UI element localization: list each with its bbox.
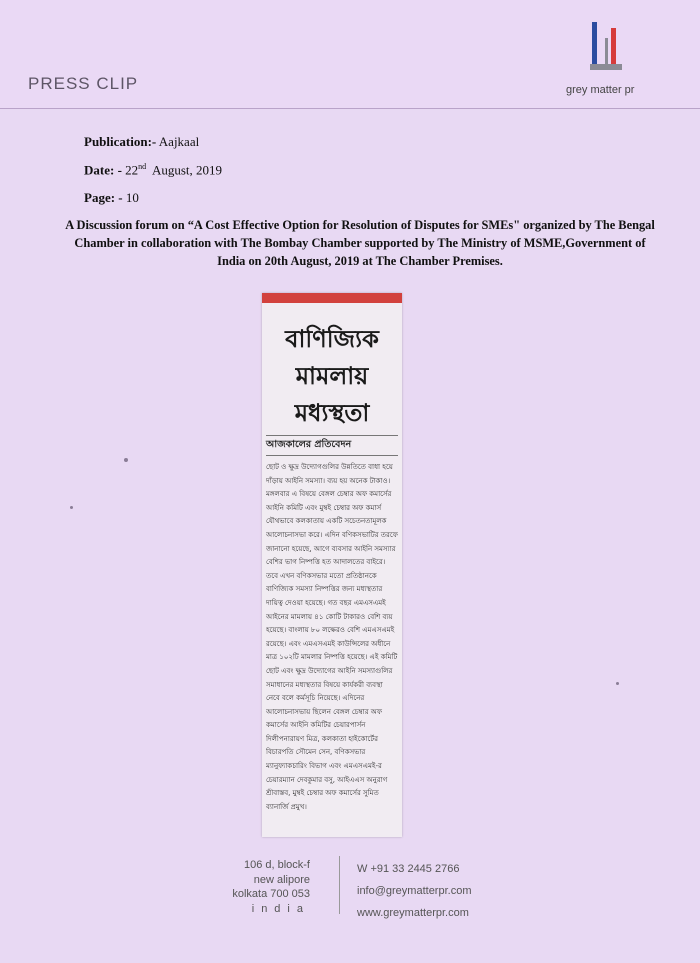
logo-red-bar: [611, 28, 616, 64]
publication-label: Publication:-: [84, 134, 157, 149]
page-label: Page: -: [84, 190, 123, 205]
logo-grey-stem: [605, 38, 608, 64]
clipping-headline: [262, 321, 402, 432]
address-line-1: 106 d, block-f: [243, 859, 310, 871]
clipping-body: ছোট ও ক্ষুদ্র উদ্যোগগুলির উন্নতিতে বাধা হয়ে দাঁড়ায় আইনি সমস্যা। ব্যয় হয় অনেক টাকাও। মঙ্গলবার এ বিষয়ে বেঙ্গল চেম্বার অফ কমার্সের আইনি কমিটি এবং মুম্বই চেম্বার অফ কমার্স যৌথভাবে কলকাতায় একটি সচেতনতামূলক আলোচনাসভা করে। এদিন বণিকসভাটির তরফে জানানো হয়েছে, আগে ব্যবসার আইনি সমস্যার বেশির ভাগ নিষ্পত্তি হত আদালতের বাইরে। তবে এখন বণিকসভার মতো প্রতিষ্ঠানকে বাণিজ্যিক সমস্যা নিষ্পত্তির জন্য মধ্যস্থতার দায়িত্ব দেওয়া হয়েছে। গত বছর এমএসএমই আইনের মামলায় ৪১ কোটি টাকারও বেশি ব্যয় হয়েছে। বাংলায় ৮০ লক্ষেরও বেশি এমএসএমই রয়েছে। এবং এমএসএমই কাউন্সিলের অধীনে মাত্র ১০২টি মামলার নিষ্পত্তি হয়েছে। এই কমিটি ছোট এবং ক্ষুদ্র উদ্যোগের আইনি সমস্যাগুলির সমাধানের মধ্যস্থতার বিষয়ে কার্যকরী ব্যবস্থা নেবে বলে কর্মসূচি নিয়েছে। এদিনের আলোচনাসভায় ছিলেন বেঙ্গল চেম্বার অফ কমার্সের আইনি কমিটির চেয়ারপার্সন দিলীপনারায়ণ মিত্র, কলকাতা হাইকোর্টের বিচারপতি সৌমেন সেন, বণিকসভার ম্যানুফ্যাকচারিং বিভাগ এবং এমএসএমই-র চেয়ারম্যান দেবকুমার বসু, আইএএস অনুরাগ শ্রীবাস্তব, মুম্বই চেম্বার অফ কমার্সের সুমিত ব্যানার্জি প্রমুখ।: [266, 463, 398, 811]
event-description: A Discussion forum on “A Cost Effective Option for Resolution of Disputes for SMEs" organized by The Bengal Chamber in collaboration with The Bombay Chamber supported by The Ministry of MSME,Government of India on 20th August, 2019 at The Chamber Premises.: [65, 218, 655, 268]
logo-text: grey matter pr: [566, 84, 635, 96]
date-line: [84, 162, 222, 178]
page-value: 10: [125, 190, 139, 205]
paper-speck: [124, 458, 128, 462]
address-line-3: kolkata 700 053: [232, 888, 310, 900]
page-line: [84, 190, 139, 206]
logo-blue-bar: [592, 22, 597, 64]
header-divider: [0, 108, 700, 109]
logo-grey-bar: [590, 64, 622, 70]
footer-contact: [357, 858, 472, 924]
footer-address: [190, 858, 310, 916]
clipping-byline: আজকালের প্রতিবেদন: [266, 435, 398, 456]
paper-speck: [70, 506, 73, 509]
footer-phone: W +91 33 2445 2766: [357, 863, 460, 875]
headline-line-3: মধ্যস্থতা: [294, 399, 370, 427]
date-label: Date: -: [84, 162, 122, 178]
publication-value: Aajkaal: [158, 134, 200, 149]
footer-divider: [339, 856, 340, 914]
date-day: 22: [125, 162, 139, 178]
footer-website[interactable]: www.greymatterpr.com: [357, 907, 469, 919]
date-suffix: nd: [138, 162, 147, 171]
newspaper-clipping: [262, 293, 402, 837]
clipping-red-bar: [262, 293, 402, 303]
press-clip-title: PRESS CLIP: [28, 74, 139, 93]
headline-line-1: বাণিজ্যিক: [285, 325, 379, 353]
address-line-2: new alipore: [253, 873, 310, 886]
paper-speck: [616, 682, 619, 685]
publication-line: [84, 134, 199, 150]
headline-line-2: মামলায়: [295, 362, 369, 390]
address-line-4: india: [251, 902, 310, 915]
date-rest: August, 2019: [151, 162, 223, 178]
footer-email[interactable]: info@greymatterpr.com: [357, 885, 472, 897]
